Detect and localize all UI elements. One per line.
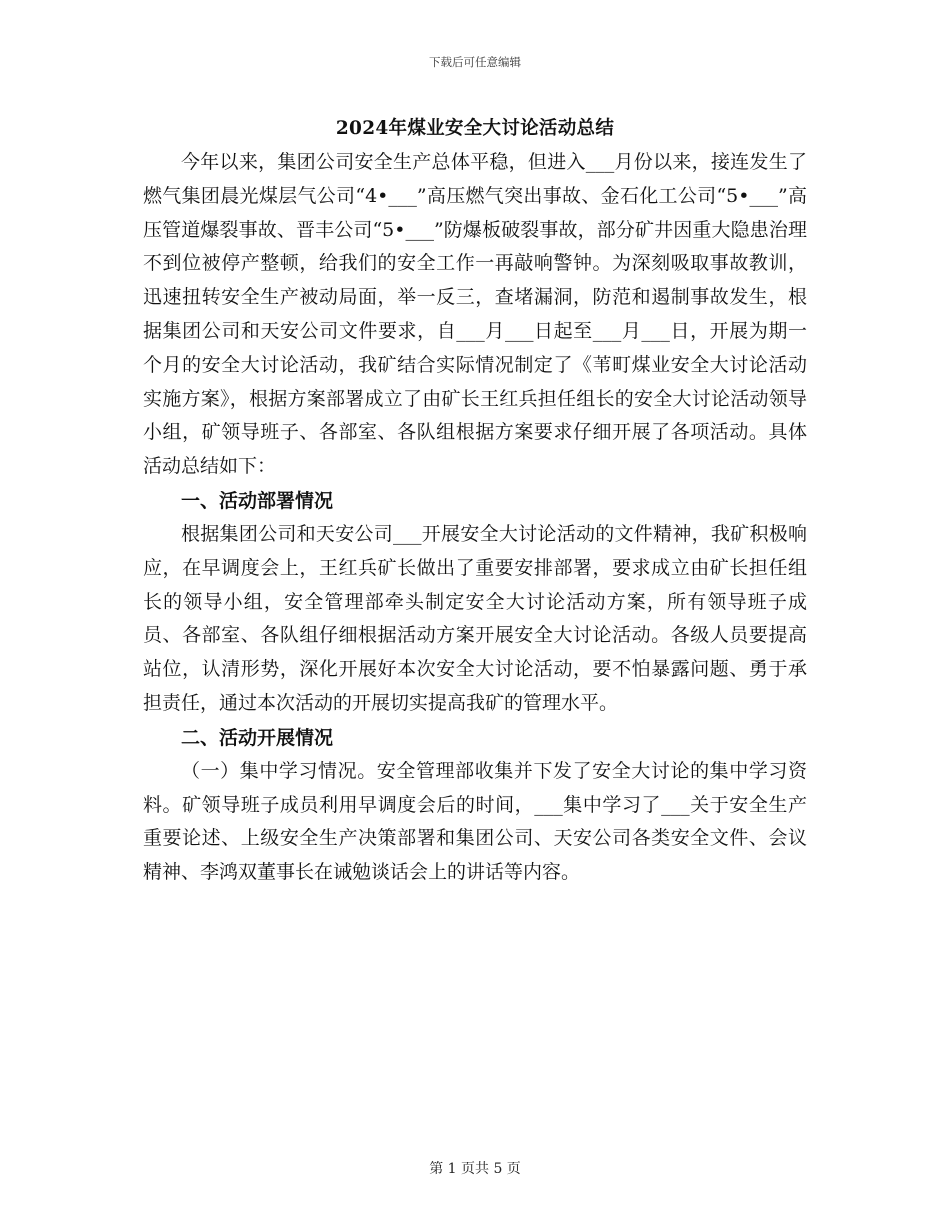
header-note: 下载后可任意编辑 (429, 55, 521, 69)
deployment-paragraph: 根据集团公司和天安公司___开展安全大讨论活动的文件精神，我矿积极响应，在早调度会上，王红兵矿长做出了重要安排部署，要求成立由矿长担任组长的领导小组，安全管理部牵头制定安全大讨论活动方案，所有领导班子成员、各部室、各队组仔细根据活动方案开展安全大讨论活动。各级人员要提高站位，认清形势，深化开展好本次安全大讨论活动，要不怕暴露问题、勇于承担责任，通过本次活动的开展切实提高我矿的管理水平。 (143, 522, 807, 714)
section-heading-activities: 二、活动开展情况 (181, 726, 334, 749)
section-heading-deployment: 一、活动部署情况 (181, 489, 334, 512)
page-number-footer: 第 1 页共 5 页 (429, 1161, 521, 1177)
document-title: 2024年煤业安全大讨论活动总结 (335, 118, 615, 139)
activities-paragraph: （一）集中学习情况。安全管理部收集并下发了安全大讨论的集中学习资料。矿领导班子成员利用早调度会后的时间，___集中学习了___关于安全生产重要论述、上级安全生产决策部署和集团公司、天安公司各类安全文件、会议精神、李鸿双董事长在诫勉谈话会上的讲话等内容。 (143, 759, 807, 884)
document-body (143, 146, 807, 890)
intro-paragraph: 今年以来，集团公司安全生产总体平稳，但进入___月份以来，接连发生了燃气集团晨光煤层气公司“4•___”高压燃气突出事故、金石化工公司“5•___”高压管道爆裂事故、晋丰公司“5•___”防爆板破裂事故，部分矿井因重大隐患治理不到位被停产整顿，给我们的安全工作一再敲响警钟。为深刻吸取事故教训，迅速扭转安全生产被动局面，举一反三，查堵漏洞，防范和遏制事故发生，根据集团公司和天安公司文件要求，自___月___日起至___月___日，开展为期一个月的安全大讨论活动，我矿结合实际情况制定了《苇町煤业安全大讨论活动实施方案》，根据方案部署成立了由矿长王红兵担任组长的安全大讨论活动领导小组，矿领导班子、各部室、各队组根据方案要求仔细开展了各项活动。具体活动总结如下： (143, 151, 807, 478)
